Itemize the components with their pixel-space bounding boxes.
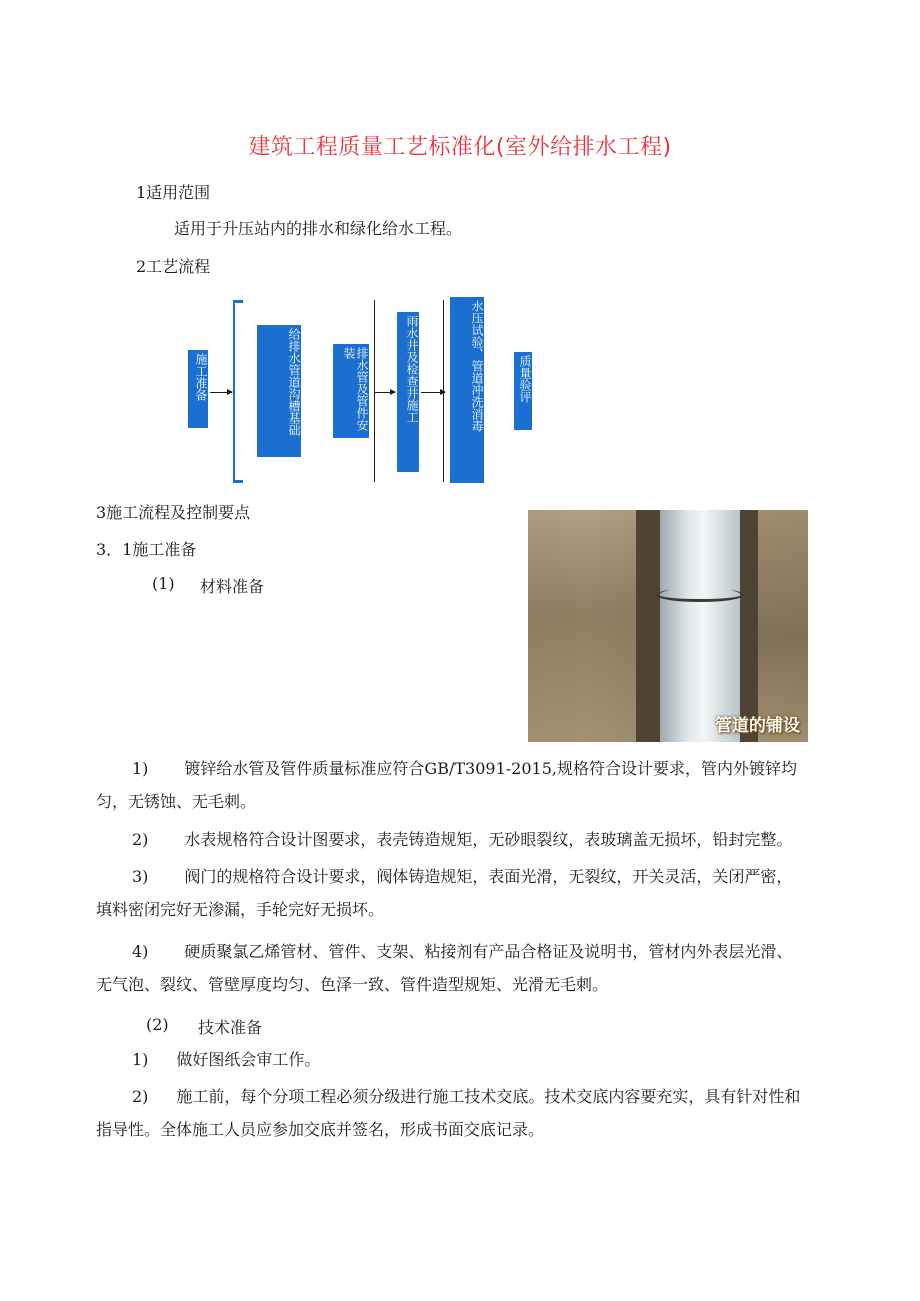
item-number: 4) [132, 942, 149, 961]
flow-box-preparation: 施工准备 [188, 350, 208, 428]
trench-edge [636, 510, 660, 742]
item-number: 3) [132, 867, 149, 886]
pipe-joint [656, 588, 744, 602]
item-number: 1) [132, 1050, 149, 1069]
material-item [96, 752, 808, 818]
pipe-image [660, 510, 740, 742]
technical-item [96, 1080, 808, 1146]
section-1-text: 适用于升压站内的排水和绿化给水工程。 [174, 219, 463, 238]
item-text: 镀锌给水管及管件质量标准应符合GB/T3091-2015,规格符合设计要求，管内外镀锌均匀，无锈蚀、无毛刺。 [96, 759, 797, 811]
flow-box-trench: 给排水管道沟槽基础 [257, 325, 301, 457]
item-text: 阀门的规格符合设计要求，阀体铸造规矩，表面光滑，无裂纹，开关灵活，关闭严密，填料密闭完好无渗漏，手轮完好无损坏。 [96, 867, 793, 919]
flow-arrow [375, 392, 395, 393]
item-number: 2) [132, 830, 149, 849]
flow-line [443, 300, 444, 482]
material-item [96, 860, 808, 926]
trench-soil-right [752, 510, 808, 742]
material-item [96, 935, 808, 1001]
technical-item [96, 1043, 808, 1076]
flow-line [374, 300, 375, 482]
item-text: 做好图纸会审工作。 [176, 1050, 321, 1069]
flow-box-quality-check: 质量验评 [514, 352, 532, 430]
item-text: 水表规格符合设计图要求，表壳铸造规矩，无砂眼裂纹，表玻璃盖无损坏，铅封完整。 [184, 830, 793, 849]
subsection-title-technical: 技术准备 [198, 1018, 263, 1037]
trench-edge [740, 510, 758, 742]
pipe-laying-photo [528, 510, 808, 742]
page-title: 建筑工程质量工艺标准化(室外给排水工程) [248, 135, 672, 160]
item-number: 2) [132, 1087, 149, 1106]
flow-arrow [210, 392, 232, 393]
flow-arrow [421, 392, 445, 393]
photo-caption: 管道的铺设 [715, 716, 800, 736]
item-text: 硬质聚氯乙烯管材、管件、支架、粘接剂有产品合格证及说明书，管材内外表层光滑、无气泡、裂纹、管壁厚度均匀、色泽一致、管件造型规矩、光滑无毛刺。 [96, 942, 793, 994]
section-1-heading: 1适用范围 [136, 183, 211, 202]
item-number: 1) [132, 759, 149, 778]
trench-soil-left [528, 510, 648, 742]
section-3-1-heading: 3．1施工准备 [96, 540, 197, 559]
flow-bracket [233, 300, 235, 482]
section-2-heading: 2工艺流程 [136, 257, 211, 276]
subsection-number: (2) [146, 1015, 169, 1034]
flow-bracket-top [233, 300, 243, 303]
material-item [96, 823, 808, 856]
subsection-number: (1) [152, 574, 175, 593]
flow-box-wells: 雨水井及检查井施工 [397, 312, 419, 472]
item-text: 施工前，每个分项工程必须分级进行施工技术交底。技术交底内容要充实，具有针对性和指导性。全体施工人员应参加交底并签名，形成书面交底记录。 [96, 1087, 801, 1139]
flow-bracket-bottom [233, 480, 243, 483]
section-3-heading: 3施工流程及控制要点 [96, 503, 251, 522]
subsection-title-materials: 材料准备 [200, 577, 265, 596]
flow-box-pipe-install: 排水管及管件安装 [333, 344, 369, 438]
flow-box-pressure-test: 水压试验、管道冲洗消毒 [450, 297, 484, 483]
